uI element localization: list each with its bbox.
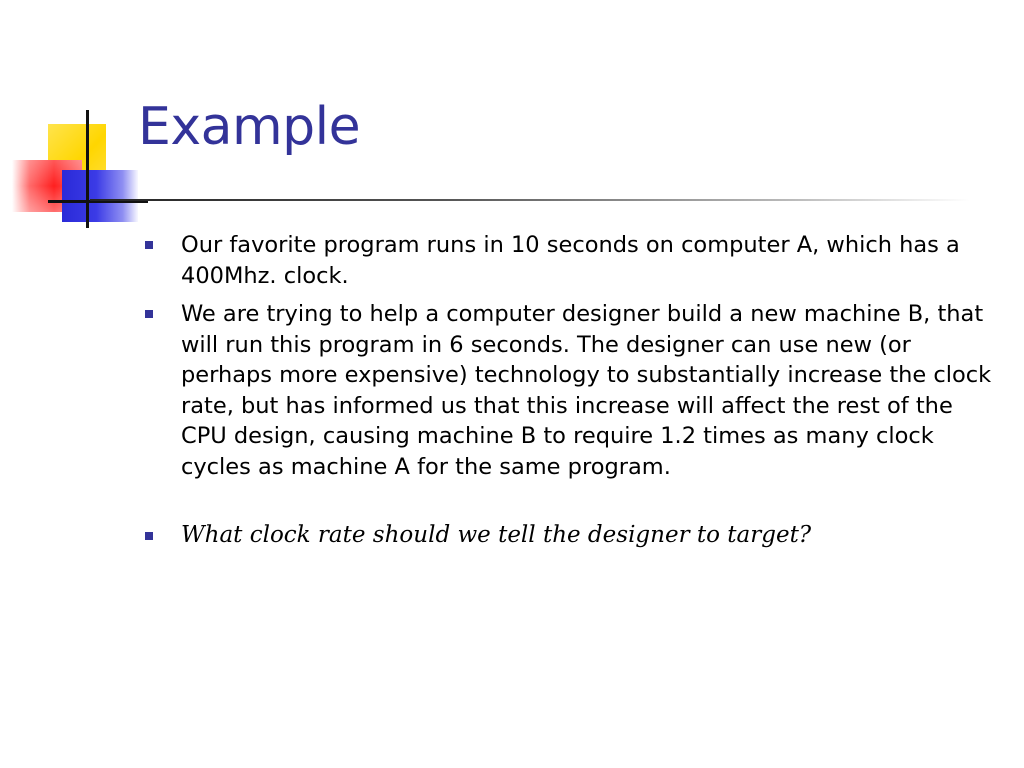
bullet-text: Our favorite program runs in 10 seconds on computer A, which has a 400Mhz. clock. [181, 232, 960, 289]
square-bullet-icon [145, 532, 153, 540]
square-bullet-icon [145, 310, 153, 318]
bullet-text: We are trying to help a computer designer build a new machine B, that will run this program in 6 seconds. The designer can use new (or perhaps more expensive) technology to substantially increase the clock rate, but has informed us that this increase will affect the rest of the CPU design, causing machine B to require 1.2 times as many clock cycles as machine A for the same program. [181, 301, 992, 480]
question-text: What clock rate should we tell the designer to target? [181, 522, 812, 548]
decorative-logo-icon [0, 100, 150, 240]
bullet-item [140, 299, 1000, 482]
bullet-item-question [140, 520, 1000, 551]
bullet-list [140, 230, 1000, 559]
bullet-item [140, 230, 1000, 291]
square-bullet-icon [145, 241, 153, 249]
blue-square-icon [62, 170, 138, 222]
slide-title: Example [138, 97, 361, 157]
title-divider [90, 199, 970, 201]
vertical-line [86, 110, 89, 228]
